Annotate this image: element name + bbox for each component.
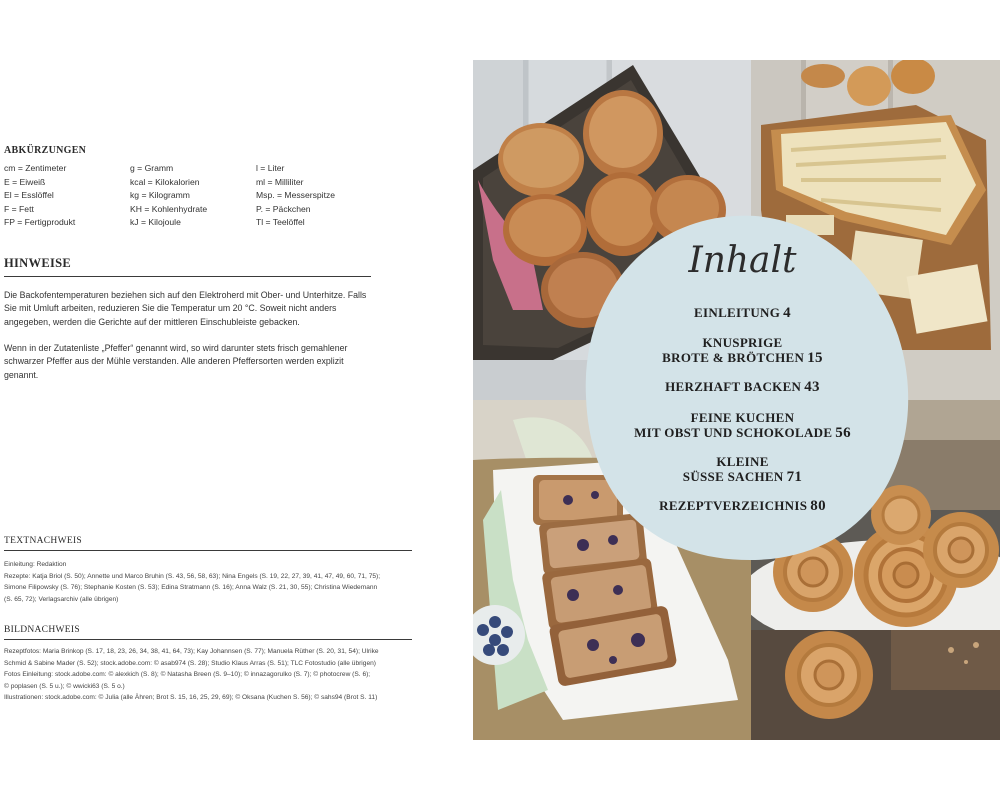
photo-credits-heading: BILDNACHWEIS	[4, 625, 80, 635]
toc-entry-label: HERZHAFT BACKEN	[665, 379, 802, 394]
photo-credits-list	[4, 646, 412, 704]
hints-divider	[4, 276, 371, 277]
toc-entry-brote[interactable]	[615, 336, 870, 365]
abbreviation-item: kcal = Kilokalorien	[130, 176, 200, 187]
abbreviation-item: kJ = Kilojoule	[130, 217, 181, 228]
abbreviation-item: El = Esslöffel	[4, 190, 54, 201]
abbreviation-item: P. = Päckchen	[256, 203, 311, 214]
abbreviation-item: Msp. = Messerspitze	[256, 190, 336, 201]
credit-line: (S. 65, 72); Verlagsarchiv (alle übrigen)	[4, 595, 119, 603]
toc-entry-label: SÜSSE SACHEN	[682, 468, 784, 484]
abbreviations-list	[4, 162, 384, 229]
toc-entry-label: REZEPTVERZEICHNIS	[659, 498, 808, 513]
toc-entry-label: EINLEITUNG	[694, 305, 781, 320]
toc-page-number: 4	[783, 305, 791, 321]
toc-entry-label: KNUSPRIGE	[702, 335, 783, 350]
credit-line: © poplasen (S. 5 u.); © wwicki63 (S. 5 o.)	[4, 682, 125, 690]
toc-page-number: 80	[810, 498, 826, 514]
abbreviation-item: FP = Fertigprodukt	[4, 217, 76, 228]
credit-line: Simone Filipowsky (S. 76); Stephanie Kosten (S. 53); Edina Stratmann (S. 16); Anna Walz (S. 21, 30, 55); Christina Wiedemann	[4, 584, 378, 592]
toc-entry-einleitung[interactable]	[615, 306, 870, 321]
credit-line: Einleitung: Redaktion	[4, 561, 67, 568]
toc-entry-rezeptverzeichnis[interactable]	[615, 499, 870, 514]
toc-entry-label: BROTE & BRÖTCHEN	[662, 349, 805, 365]
credit-line: Illustrationen: stock.adobe.com: © Julia (alle Ähren; Brot S. 15, 16, 25, 29, 69); © Oksana (Kuchen S. 56); © sahs94 (Brot S. 11)	[4, 694, 378, 702]
credit-line: Rezeptfotos: Maria Brinkop (S. 17, 18, 23, 26, 34, 38, 41, 64, 73); Kay Johannsen (S. 77); Manuela Rüther (S. 20, 31, 54); Ulrike	[4, 648, 379, 655]
toc-entry-label: KLEINE	[716, 454, 769, 469]
toc-page-number: 71	[786, 468, 803, 485]
credit-line: Schmid & Sabine Mader (S. 52); stock.adobe.com: © asab974 (S. 28); Studio Klaus Arras (S. 51); TLC Fotostudio (alle übrigen)	[4, 659, 376, 667]
abbreviation-item: KH = Kohlenhydrate	[130, 203, 208, 214]
abbreviation-item: kg = Kilogramm	[130, 190, 190, 201]
toc-entry-label: FEINE KUCHEN	[690, 410, 795, 425]
toc-page-number: 43	[804, 379, 820, 395]
toc-entry-kuchen[interactable]	[615, 411, 870, 440]
abbreviation-item: ml = Milliliter	[256, 176, 304, 187]
text-credits-heading: TEXTNACHWEIS	[4, 536, 83, 546]
text-credits-divider	[4, 550, 412, 551]
abbreviation-item: F = Fett	[4, 203, 34, 214]
toc-entry-herzhaft[interactable]	[615, 380, 870, 395]
abbreviation-item: cm = Zentimeter	[4, 163, 67, 173]
toc-entry-suesse[interactable]	[615, 455, 870, 484]
abbreviation-item: g = Gramm	[130, 163, 174, 173]
hints-paragraph-oven: Die Backofentemperaturen beziehen sich auf den Elektroherd mit Ober- und Unterhitze. Falls Sie mit Umluft arbeiten, reduzieren Sie die Temperatur um 20 °C. Soweit nicht anders angegeben, werden die Gerichte auf der mittleren Einschubleiste gebacken.	[4, 290, 367, 327]
credit-line: Fotos Einleitung: stock.adobe.com: © alexkich (S. 8); © Natasha Breen (S. 9–10); © innazagorulko (S. 7); © photocrew (S. 6);	[4, 671, 371, 679]
toc-title: Inhalt	[688, 240, 797, 281]
imprint-page	[0, 0, 420, 800]
abbreviation-item: E = Eiweiß	[4, 176, 46, 187]
photo-credits-divider	[4, 639, 412, 640]
toc-page-number: 56	[835, 424, 851, 441]
credit-line: Rezepte: Katja Briol (S. 50); Annette und Marco Bruhin (S. 43, 56, 58, 63); Nina Engels (S. 19, 22, 27, 39, 41, 47, 49, 60, 71, 75);	[4, 572, 381, 580]
text-credits-list	[4, 559, 412, 605]
abbreviation-item: Tl = Teelöffel	[256, 217, 305, 228]
hints-heading: HINWEISE	[4, 256, 72, 270]
hints-paragraph-pepper: Wenn in der Zutatenliste „Pfeffer“ genannt wird, so wird darunter stets frisch gemahlener schwarzer Pfeffer aus der Mühle verstanden. Alle anderen Pfeffersorten werden explizit genannt.	[4, 343, 348, 380]
toc-entry-label: MIT OBST UND SCHOKOLADE	[634, 424, 833, 440]
abbreviation-item: l = Liter	[256, 163, 285, 173]
abbreviations-heading: ABKÜRZUNGEN	[4, 145, 87, 156]
toc-page-number: 15	[807, 349, 823, 366]
